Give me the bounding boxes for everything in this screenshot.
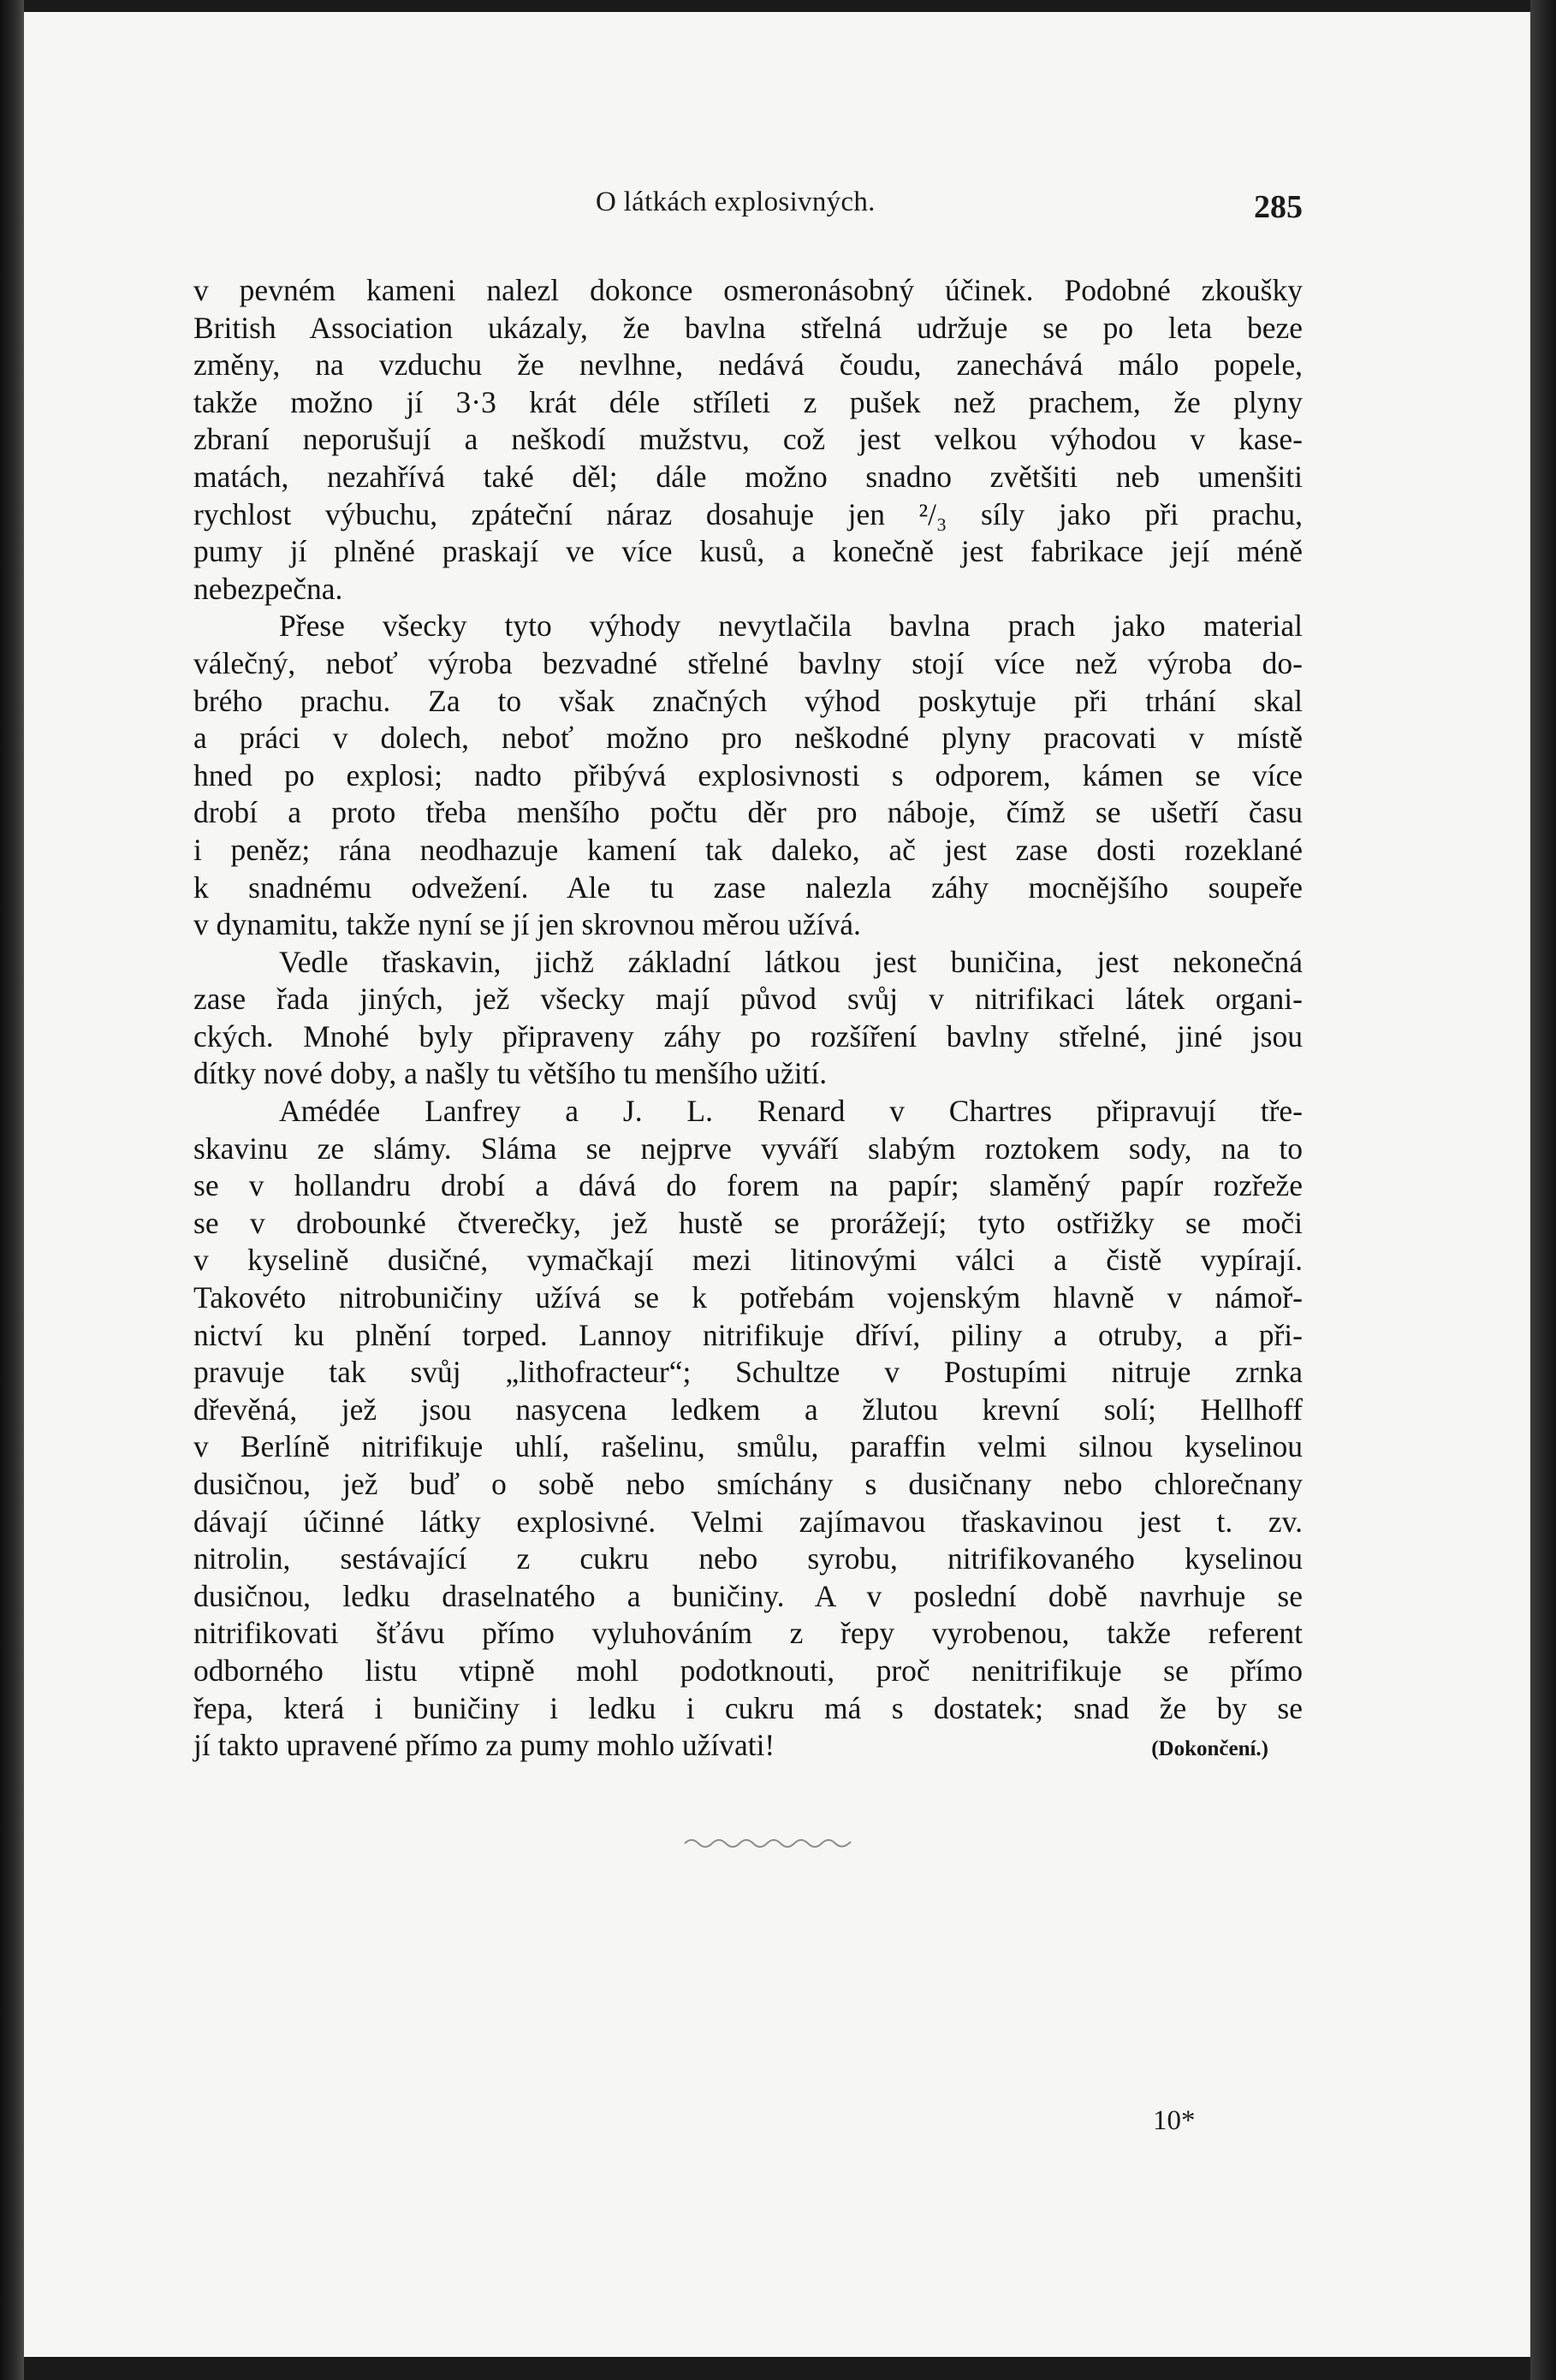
text-line: nebezpečna.: [193, 571, 343, 606]
tail-ornament-icon: [683, 1831, 854, 1852]
text-line: nictví ku plnění torped. Lannoy nitrifikuje dříví, piliny a otruby, a při-: [193, 1317, 1303, 1352]
text-line: British Association ukázaly, že bavlna střelná udržuje se po leta beze: [193, 310, 1303, 345]
text-line: k snadnému odvežení. Ale tu zase nalezla záhy mocnějšího soupeře: [193, 870, 1303, 905]
page-number: 285: [1254, 189, 1303, 225]
text-line: pravuje tak svůj „lithofracteur“; Schultze v Postupími nitruje zrnka: [193, 1355, 1303, 1390]
text-line: pumy jí plněné praskají ve více kusů, a konečně jest fabrikace její méně: [193, 534, 1303, 569]
text-line: hned po explosi; nadto přibývá explosivnosti s odporem, kámen se více: [193, 757, 1303, 792]
text-line: změny, na vzduchu že nevlhne, nedává čoudu, zanechává málo popele,: [193, 347, 1303, 383]
text-line: se v drobounké čtverečky, jež hustě se prorážejí; tyto ostřižky se moči: [193, 1205, 1303, 1240]
text-line: matách, nezahřívá také děl; dále možno snadno zvětšiti neb umenšiti: [193, 459, 1303, 494]
text-line: odborného listu vtipně mohl podotknouti, proč nenitrifikuje se přímo: [193, 1653, 1303, 1688]
paragraph-start-line: Vedle třaskavin, jichž základní látkou jest buničina, jest nekonečná: [279, 944, 1303, 979]
running-head: [193, 187, 1303, 238]
running-title: O látkách explosivných.: [596, 187, 876, 217]
text-line: Takovéto nitrobuničiny užívá se k potřebám vojenským hlavně v námoř-: [193, 1280, 1303, 1315]
text-line: dusičnou, jež buď o sobě nebo smíchány s dusičnany nebo chlorečnany: [193, 1467, 1303, 1501]
text-line: v kyselině dusičné, vymačkají mezi litinovými válci a čistě vypírají.: [193, 1243, 1303, 1278]
text-line: rychlost výbuchu, zpáteční náraz dosahuje jen ²/₃ síly jako při prachu,: [193, 496, 1303, 531]
text-line: a práci v dolech, neboť možno pro neškodné plyny pracovati v místě: [193, 721, 1303, 756]
text-line: válečný, neboť výroba bezvadné střelné bavlny stojí více než výroba do-: [193, 645, 1303, 680]
text-line: dřevěná, jež jsou nasycena ledkem a žlutou krevní solí; Hellhoff: [193, 1392, 1303, 1427]
text-line: zase řada jiných, jež všecky mají původ svůj v nitrifikaci látek organi-: [193, 982, 1303, 1017]
text-line: v dynamitu, takže nyní se jí jen skrovnou měrou užívá.: [193, 907, 861, 942]
page-edge-shadow: [1530, 0, 1556, 2380]
body-text: [193, 272, 1303, 1765]
text-line: dávají účinné látky explosivné. Velmi zajímavou třaskavinou jest t. zv.: [193, 1504, 1303, 1539]
final-line: jí takto upravené přímo za pumy mohlo užívati!: [193, 1728, 775, 1763]
final-line-row: [193, 1727, 1303, 1765]
printer-signature: 10*: [1153, 2105, 1196, 2136]
text-line: i peněz; rána neodhazuje kamení tak daleko, ač jest zase dosti rozeklané: [193, 832, 1303, 867]
paragraph-start-line: Přese všecky tyto výhody nevytlačila bavlna prach jako material: [279, 608, 1303, 644]
text-line: brého prachu. Za to však značných výhod poskytuje při trhání skal: [193, 683, 1303, 718]
text-line: drobí a proto třeba menšího počtu děr pro náboje, čímž se ušetří času: [193, 795, 1303, 830]
text-line: zbraní neporušují a neškodí mužstvu, což jest velkou výhodou v kase-: [193, 422, 1303, 457]
text-line: nitrolin, sestávající z cukru nebo syrobu, nitrifikovaného kyselinou: [193, 1541, 1303, 1576]
text-line: řepa, která i buničiny i ledku i cukru má s dostatek; snad že by se: [193, 1690, 1303, 1725]
text-line: se v hollandru drobí a dává do forem na papír; slaměný papír rozřeže: [193, 1168, 1303, 1203]
continued-label: (Dokončení.): [1151, 1737, 1268, 1761]
text-line: takže možno jí 3·3 krát déle stříleti z pušek než prachem, že plyny: [193, 384, 1303, 419]
paragraph-start-line: Amédée Lanfrey a J. L. Renard v Chartres připravují tře-: [279, 1094, 1303, 1129]
text-line: nitrifikovati šťávu přímo vyluhováním z řepy vyrobenou, takže referent: [193, 1616, 1303, 1651]
text-line: ckých. Mnohé byly připraveny záhy po rozšíření bavlny střelné, jiné jsou: [193, 1018, 1303, 1053]
text-line: v Berlíně nitrifikuje uhlí, rašelinu, smůlu, paraffin velmi silnou kyselinou: [193, 1429, 1303, 1464]
text-line: v pevném kameni nalezl dokonce osmeronásobný účinek. Podobné zkoušky: [193, 273, 1303, 307]
text-line: skavinu ze slámy. Sláma se nejprve vyváří slabým roztokem sody, na to: [193, 1131, 1303, 1166]
book-spine-shadow: [0, 0, 24, 2380]
text-line: dusičnou, ledku draselnatého a buničiny. A v poslední době navrhuje se: [193, 1578, 1303, 1613]
text-line: dítky nové doby, a našly tu většího tu menšího užití.: [193, 1056, 828, 1091]
